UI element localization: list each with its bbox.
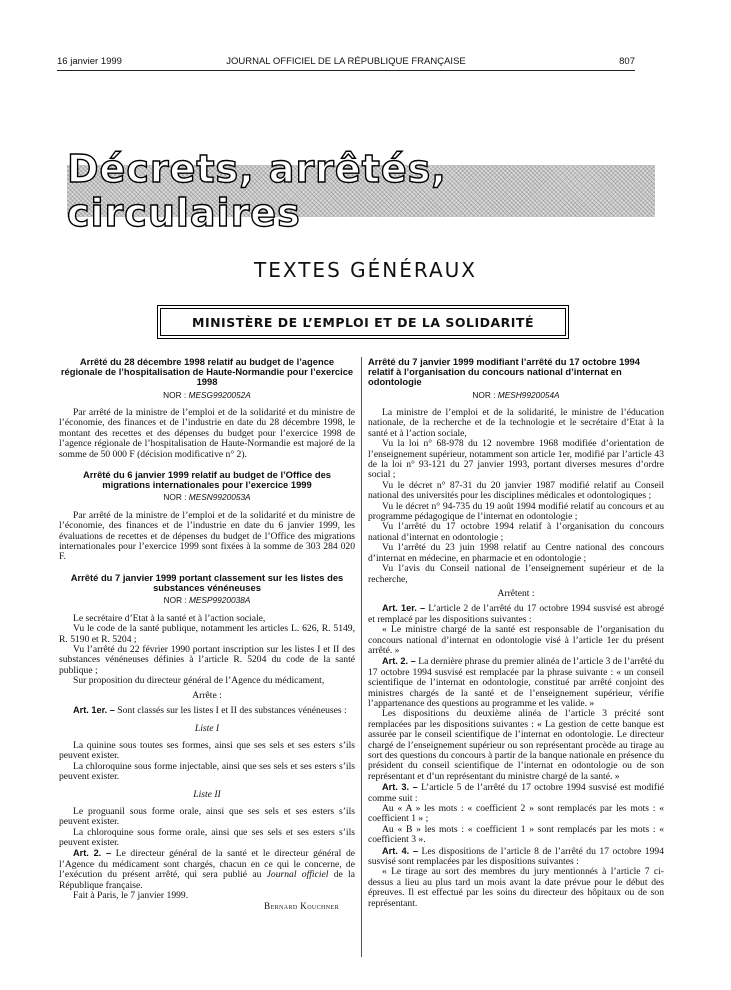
left-column (59, 357, 355, 912)
decree-title: Arrêté du 28 décembre 1998 relatif au budget de l’agence régionale de l’hospitalisation de Haute-Normandie pour l’exercice 1998 (60, 356, 354, 388)
running-header (57, 56, 635, 70)
article-label: Art. 2. – (73, 848, 112, 859)
paragraph: La quinine sous toutes ses formes, ainsi que ses sels et ses esters s’ils peuvent exister. (59, 739, 355, 762)
paragraph: La chloroquine sous forme injectable, ainsi que ses sels et ses esters s’ils peuvent exister. (59, 760, 355, 782)
section-banner (67, 147, 655, 235)
article-paragraph (368, 656, 664, 709)
paragraph: Vu la loi n° 68-978 du 12 novembre 1968 modifiée d’orientation de l’enseignement supérieur, notamment son article 1er, modifié par l’article 43 de la loi n° 93-121 du 27 janvier 1993, portant diverses mesures d’ordre social ; (368, 438, 664, 481)
paragraph: La chloroquine sous forme orale, ainsi que ses sels et ses esters s’ils peuvent exister. (59, 826, 355, 849)
article-paragraph (59, 848, 355, 891)
nor-label: NOR : (163, 492, 187, 503)
nor-code: MESP9920038A (189, 595, 251, 606)
signing-place-date: Fait à Paris, le 7 janvier 1999. (73, 890, 189, 902)
nor-code: MESH9920054A (497, 389, 560, 400)
paragraph: Vu le décret n° 87-31 du 20 janvier 1987 modifié relatif au Conseil national des universités pour les disciplines médicales et odontologiques ; (368, 479, 664, 502)
article-text: de la République française. (59, 869, 355, 891)
right-column (368, 357, 664, 909)
article-text: Sont classés sur les listes I et II des substances vénéneuses : (117, 704, 347, 716)
article-label: Art. 1er. – (382, 603, 426, 614)
paragraph: « Le tirage au sort des membres du jury mentionnés à l’article 7 ci-dessus a lieu au plus tard un mois avant la date prévue pour le début des épreuves. Il est effectué par les soins du directeur des hôpitaux ou de son représentant. (368, 866, 664, 909)
article-label: Art. 4. – (382, 845, 418, 856)
article-label: Art. 2. – (382, 656, 416, 667)
article-paragraph (368, 846, 664, 868)
header-page-number: 807 (619, 56, 635, 67)
arrete-heading: Arrête : (192, 689, 222, 701)
paragraph: La ministre de l’emploi et de la solidarité, le ministre de l’éducation nationale, de la recherche et de la technologie et le secrétaire d’Etat à la santé et à l’action sociale, (368, 407, 664, 439)
nor-label: NOR : (472, 389, 496, 400)
nor-reference (59, 390, 355, 400)
article-text: Les dispositions de l’article 8 de l’arrêté du 17 octobre 1994 susvisé sont remplacées par les dispositions suivantes : (368, 845, 664, 868)
paragraph: Au « A » les mots : « coefficient 2 » sont remplacés par les mots : « coefficient 1 » ; (368, 803, 664, 825)
article-paragraph (368, 782, 664, 804)
paragraph: Les dispositions du deuxième alinéa de l’article 3 précité sont remplacées par les dispositions suivantes : « La gestion de cette banque est assurée par le conseil scientifique de l’internat en odontologie. Le directeur chargé de l’enseignement supérieur ou son représentant procède au tirage au sort des questions du concours à partir de la banque nationale en présence du président du conseil scientifique de l’internat en odontologie ou de son représentant et d’un représentant du ministre chargé de la santé. » (368, 708, 664, 782)
banner-title: Décrets, arrêtés, circulaires (67, 147, 447, 235)
nor-label: NOR : (163, 595, 187, 606)
paragraph: Par arrêté de la ministre de l’emploi et de la solidarité et du ministre de l’économie, des finances et de l’industrie en date du 6 janvier 1999, les évaluations de recettes et de dépenses du budget de l’Office des migrations internationales pour l’exercice 1999 sont fixées à la somme de 303 284 020 F. (59, 509, 355, 563)
paragraph: Vu l’arrêté du 23 juin 1998 relatif au Centre national des concours d’internat en médecine, en pharmacie et en odontologie ; (368, 542, 664, 564)
article-label: Art. 3. – (382, 782, 418, 793)
header-date: 16 janvier 1999 (57, 56, 122, 67)
paragraph: Le proguanil sous forme orale, ainsi que ses sels et ses esters s’ils peuvent exister. (59, 805, 355, 828)
paragraph: « Le ministre chargé de la santé est responsable de l’organisation du concours national d’internat en odontologie visé à l’article 1er du présent arrêté. » (368, 624, 664, 656)
paragraph: Par arrêté de la ministre de l’emploi et de la solidarité et du ministre de l’économie, des finances et de l’industrie en date du 28 décembre 1998, le montant des recettes et des dépenses du budget pour l’exercice 1998 de l’agence régionale de l’hospitalisation de Haute-Normandie est majoré de la somme de 50 000 F (décision modificative n° 2). (59, 407, 355, 460)
nor-reference (368, 390, 664, 400)
arretent-heading: Arrêtent : (497, 587, 535, 599)
ministry-box (160, 308, 566, 336)
article-text: Le directeur général de la santé et le directeur général de l’Agence du médicament sont chargés, chacun en ce qui le concerne, de l’exécution du présent arrêté, qui sera publié au (59, 848, 355, 881)
article-text: L’article 5 de l’arrêté du 17 octobre 1994 susvisé est modifié comme suit : (368, 782, 664, 804)
paragraph: Vu l’arrêté du 22 février 1990 portant inscription sur les listes I et II des substances vénéneuses définies à l’article R. 5204 du code de la santé publique ; (59, 643, 355, 676)
header-journal-title: JOURNAL OFFICIEL DE LA RÉPUBLIQUE FRANÇAISE (226, 56, 466, 67)
list-heading: Liste I (194, 723, 220, 735)
article-paragraph (59, 705, 355, 716)
nor-reference (59, 595, 355, 605)
article-text: La dernière phrase du premier alinéa de l’article 3 de l’arrêté du 17 octobre 1994 susvisé est remplacée par la phrase suivante : « un conseil scientifique de l’internat en odontologie, constitué par arrêté conjoint des ministres chargés de la santé et de l’enseignement supérieur, vérifie l’appartenance des questions au programme et les valide. » (368, 656, 665, 709)
nor-label: NOR : (163, 389, 187, 400)
decree-title: Arrêté du 6 janvier 1999 relatif au budget de l’Office des migrations internationales pour l’exercice 1999 (83, 469, 331, 491)
paragraph: Le secrétaire d’Etat à la santé et à l’action sociale, (73, 612, 266, 624)
paragraph: Vu l’arrêté du 17 octobre 1994 relatif à l’organisation du concours national d’internat en odontologie ; (368, 521, 664, 543)
paragraph: Vu le code de la santé publique, notamment les articles L. 626, R. 5149, R. 5190 et R. 5204 ; (59, 623, 355, 645)
article-text: L’article 2 de l’arrêté du 17 octobre 1994 susvisé est abrogé et remplacé par les dispositions suivantes : (368, 603, 664, 625)
nor-reference (59, 492, 355, 502)
paragraph: Sur proposition du directeur général de l’Agence du médicament, (73, 675, 325, 687)
paragraph: Au « B » les mots : « coefficient 1 » sont remplacés par les mots : « coefficient 3 ». (368, 823, 664, 846)
section-title: TEXTES GÉNÉRAUX (254, 258, 477, 282)
nor-code: MESN9920053A (188, 492, 251, 503)
nor-code: MESG9920052A (188, 389, 251, 400)
signature: Bernard Kouchner (264, 901, 339, 912)
paragraph: Vu le décret n° 94-735 du 19 août 1994 modifié relatif au concours et au programme pédagogique de l’internat en odontologie ; (368, 500, 664, 523)
list-heading: Liste II (193, 789, 221, 801)
article-label: Art. 1er. – (73, 704, 115, 715)
decree-title: Arrêté du 7 janvier 1999 portant classement sur les listes des substances vénéneuses (70, 571, 344, 594)
ministry-title: MINISTÈRE DE L’EMPLOI ET DE LA SOLIDARITÉ (192, 314, 534, 330)
paragraph: Vu l’avis du Conseil national de l’enseignement supérieur et de la recherche, (368, 563, 664, 585)
decree-title: Arrêté du 7 janvier 1999 modifiant l’arrêté du 17 octobre 1994 relatif à l’organisation du concours national d’internat en odontologie (368, 356, 640, 388)
journal-officiel-ref: Journal officiel (266, 869, 329, 881)
article-paragraph (368, 603, 664, 625)
header-rule (57, 70, 635, 71)
column-divider (361, 357, 362, 957)
